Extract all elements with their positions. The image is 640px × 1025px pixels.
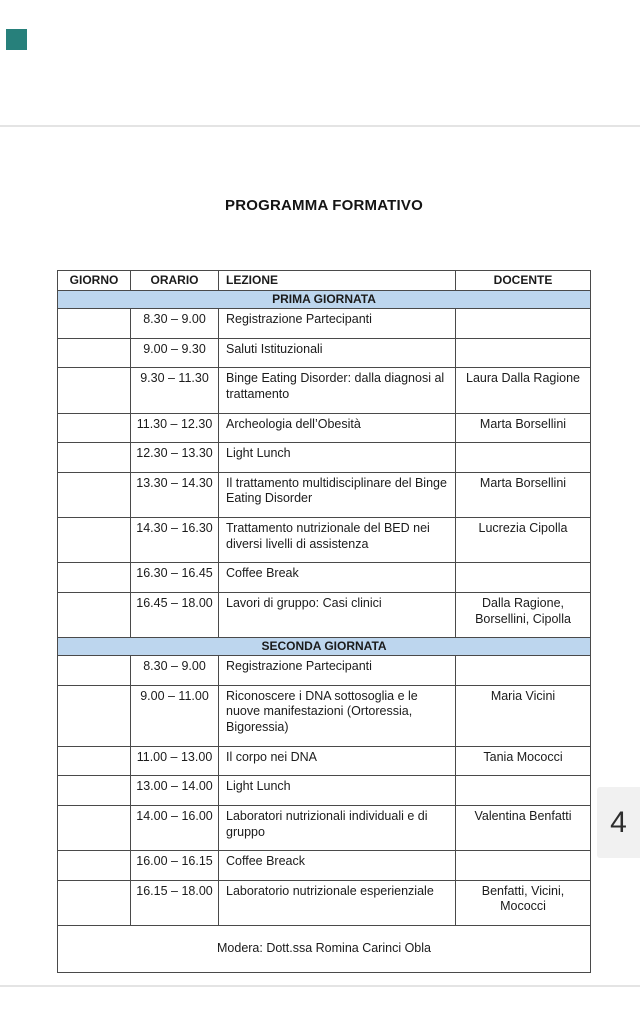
table-row — [58, 685, 591, 746]
table-row — [58, 563, 591, 593]
cell-docente: Maria Vicini — [456, 685, 591, 746]
cell-giorno — [58, 413, 131, 443]
section-header-prima-giornata — [58, 291, 591, 309]
cell-orario: 8.30 – 9.00 — [131, 309, 219, 339]
cell-lezione: Laboratorio nutrizionale esperienziale — [219, 880, 456, 925]
table-row — [58, 368, 591, 413]
cell-docente — [456, 309, 591, 339]
cell-orario: 14.30 – 16.30 — [131, 518, 219, 563]
moderator-row — [58, 926, 591, 973]
page-number-badge — [597, 787, 640, 858]
cell-orario: 16.15 – 18.00 — [131, 880, 219, 925]
col-header-docente: DOCENTE — [456, 271, 591, 291]
cell-giorno — [58, 685, 131, 746]
cell-giorno — [58, 443, 131, 473]
section-title: SECONDA GIORNATA — [58, 638, 591, 656]
table-row — [58, 592, 591, 637]
cell-orario: 16.00 – 16.15 — [131, 851, 219, 881]
cell-orario: 8.30 – 9.00 — [131, 656, 219, 686]
cell-giorno — [58, 338, 131, 368]
table-row — [58, 518, 591, 563]
table-row — [58, 880, 591, 925]
cell-lezione: Light Lunch — [219, 776, 456, 806]
cell-docente: Lucrezia Cipolla — [456, 518, 591, 563]
cell-lezione: Trattamento nutrizionale del BED nei diversi livelli di assistenza — [219, 518, 456, 563]
cell-docente: Tania Mococci — [456, 746, 591, 776]
program-table — [57, 270, 591, 973]
table-row — [58, 472, 591, 517]
document-title: PROGRAMMA FORMATIVO — [225, 197, 423, 214]
cell-docente — [456, 338, 591, 368]
cell-lezione: Laboratori nutrizionali individuali e di gruppo — [219, 805, 456, 850]
cell-docente — [456, 656, 591, 686]
cell-giorno — [58, 563, 131, 593]
cell-giorno — [58, 368, 131, 413]
cell-lezione: Archeologia dell’Obesità — [219, 413, 456, 443]
cell-giorno — [58, 472, 131, 517]
cell-lezione: Coffee Breack — [219, 851, 456, 881]
cell-lezione: Saluti Istituzionali — [219, 338, 456, 368]
cell-orario: 13.00 – 14.00 — [131, 776, 219, 806]
cell-orario: 12.30 – 13.30 — [131, 443, 219, 473]
section-title: PRIMA GIORNATA — [58, 291, 591, 309]
cell-docente — [456, 443, 591, 473]
cell-docente — [456, 776, 591, 806]
col-header-lezione: LEZIONE — [219, 271, 456, 291]
cell-orario: 11.00 – 13.00 — [131, 746, 219, 776]
moderator-note: Modera: Dott.ssa Romina Carinci Obla — [58, 926, 591, 973]
cell-lezione: Binge Eating Disorder: dalla diagnosi al trattamento — [219, 368, 456, 413]
cell-giorno — [58, 592, 131, 637]
cell-lezione: Il trattamento multidisciplinare del Binge Eating Disorder — [219, 472, 456, 517]
cell-lezione: Riconoscere i DNA sottosoglia e le nuove manifestazioni (Ortoressia, Bigoressia) — [219, 685, 456, 746]
accent-square — [6, 29, 27, 50]
cell-giorno — [58, 656, 131, 686]
table-row — [58, 338, 591, 368]
table-header-row — [58, 271, 591, 291]
bottom-divider — [0, 985, 640, 987]
cell-lezione: Light Lunch — [219, 443, 456, 473]
cell-giorno — [58, 851, 131, 881]
section-header-seconda-giornata — [58, 638, 591, 656]
page-number: 4 — [610, 805, 627, 839]
cell-lezione: Il corpo nei DNA — [219, 746, 456, 776]
cell-giorno — [58, 880, 131, 925]
cell-orario: 13.30 – 14.30 — [131, 472, 219, 517]
cell-giorno — [58, 746, 131, 776]
cell-lezione: Coffee Break — [219, 563, 456, 593]
cell-docente — [456, 851, 591, 881]
cell-giorno — [58, 518, 131, 563]
table-row — [58, 851, 591, 881]
cell-orario: 14.00 – 16.00 — [131, 805, 219, 850]
cell-docente: Laura Dalla Ragione — [456, 368, 591, 413]
cell-docente: Benfatti, Vicini, Mococci — [456, 880, 591, 925]
cell-orario: 9.30 – 11.30 — [131, 368, 219, 413]
cell-orario: 16.30 – 16.45 — [131, 563, 219, 593]
cell-docente: Marta Borsellini — [456, 413, 591, 443]
cell-orario: 9.00 – 11.00 — [131, 685, 219, 746]
cell-orario: 9.00 – 9.30 — [131, 338, 219, 368]
cell-lezione: Registrazione Partecipanti — [219, 656, 456, 686]
table-row — [58, 805, 591, 850]
table-row — [58, 309, 591, 339]
cell-docente: Dalla Ragione, Borsellini, Cipolla — [456, 592, 591, 637]
col-header-orario: ORARIO — [131, 271, 219, 291]
cell-orario: 16.45 – 18.00 — [131, 592, 219, 637]
cell-lezione: Lavori di gruppo: Casi clinici — [219, 592, 456, 637]
table-row — [58, 413, 591, 443]
table-row — [58, 443, 591, 473]
table-row — [58, 656, 591, 686]
cell-giorno — [58, 309, 131, 339]
cell-giorno — [58, 805, 131, 850]
table-row — [58, 746, 591, 776]
cell-orario: 11.30 – 12.30 — [131, 413, 219, 443]
cell-docente: Marta Borsellini — [456, 472, 591, 517]
top-divider — [0, 125, 640, 127]
cell-lezione: Registrazione Partecipanti — [219, 309, 456, 339]
cell-docente: Valentina Benfatti — [456, 805, 591, 850]
cell-docente — [456, 563, 591, 593]
table-row — [58, 776, 591, 806]
col-header-giorno: GIORNO — [58, 271, 131, 291]
cell-giorno — [58, 776, 131, 806]
